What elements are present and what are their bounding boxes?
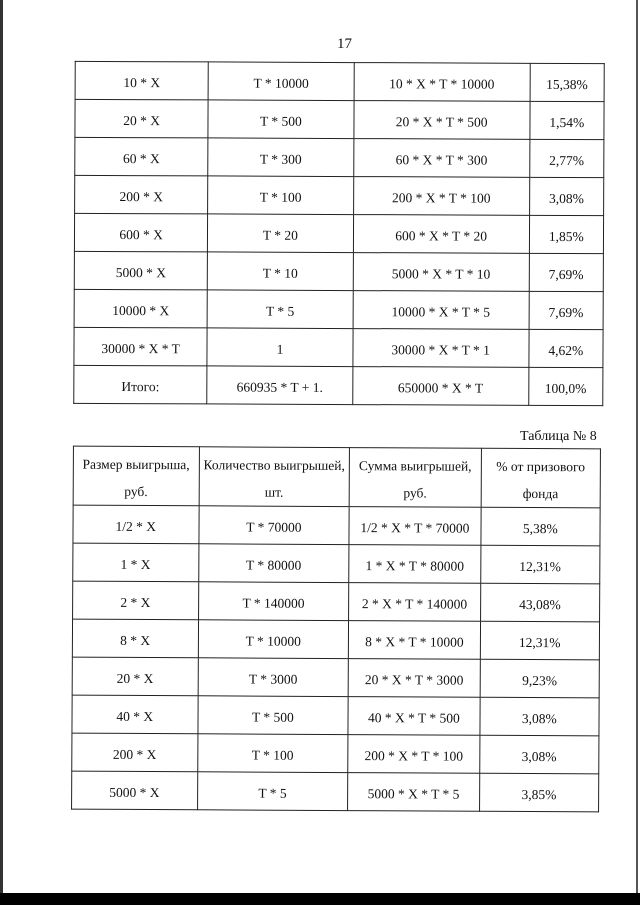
table-cell: 3,08%	[479, 735, 599, 774]
scan-edge-left	[0, 0, 3, 893]
table-cell: T * 3000	[198, 658, 349, 697]
table-cell: 10000 * X	[74, 289, 207, 328]
table-cell: T * 10	[207, 252, 353, 291]
table-cell: 200 * X * T * 100	[353, 177, 529, 216]
table-cell: 3,08%	[480, 697, 600, 736]
table-row	[72, 619, 599, 660]
table-cell: 7,69%	[529, 291, 604, 329]
table-cell: T * 70000	[198, 506, 349, 545]
table-cell: 20 * X	[72, 657, 198, 696]
table-cell: 5000 * X	[74, 251, 207, 290]
table-cell: 1	[207, 328, 353, 367]
table-row	[75, 175, 604, 215]
table-cell: 5,38%	[481, 507, 601, 546]
table-row	[72, 733, 599, 774]
table-cell: T * 5	[207, 290, 353, 329]
table-row	[74, 327, 603, 367]
table-cell: 1,85%	[529, 215, 604, 253]
table-cell: 600 * X	[74, 213, 207, 252]
table-cell: T * 100	[208, 176, 354, 215]
scan-bottom-bar	[0, 893, 640, 905]
table-cell: 60 * X	[75, 137, 208, 176]
table-cell: 10000 * X * T * 5	[353, 291, 529, 330]
table-cell: 200 * X	[72, 733, 198, 772]
table-cell: 3,08%	[529, 177, 604, 215]
table-cell: 4,62%	[529, 329, 604, 367]
table-cell: 20 * X * T * 500	[354, 101, 530, 140]
table-cell: 2 * X * T * 140000	[349, 583, 481, 622]
table-cell: 600 * X * T * 20	[353, 215, 529, 254]
scan-edge-right	[636, 0, 638, 893]
table-cell: 43,08%	[480, 583, 600, 622]
table-cell: T * 20	[208, 214, 354, 253]
header-cell: Сумма выигрышей, руб.	[349, 448, 481, 508]
table-cell: 2,77%	[529, 139, 604, 177]
table-cell: 200 * X * T * 100	[348, 735, 480, 774]
table-cell: 1/2 * X * T * 70000	[349, 507, 481, 546]
table-cell: 8 * X * T * 10000	[349, 621, 481, 660]
table-cell: 40 * X * T * 500	[348, 697, 480, 736]
table-row	[72, 771, 599, 812]
table-row	[74, 289, 603, 329]
page-number: 17	[337, 36, 352, 52]
table-row	[74, 251, 603, 291]
table-cell: 20 * X * T * 3000	[348, 659, 480, 698]
header-cell: Размер выигрыша, руб.	[73, 446, 199, 506]
table-cell: T * 300	[208, 138, 354, 177]
table-cell: 12,31%	[480, 545, 600, 584]
table-row	[75, 99, 604, 139]
table-row	[75, 61, 604, 101]
table-cell: 660935 * T + 1.	[207, 366, 353, 405]
table-cell: T * 500	[208, 100, 354, 139]
table-cell: 100,0%	[528, 367, 603, 405]
table-row	[72, 657, 599, 698]
table-cell: 20 * X	[75, 99, 208, 138]
table-row	[72, 695, 599, 736]
table-cell: 5000 * X * T * 10	[353, 253, 529, 292]
table-cell: 5000 * X	[72, 771, 198, 810]
table-cell: 200 * X	[75, 175, 208, 214]
table-cell: 3,85%	[479, 773, 599, 812]
table-cell: T * 80000	[198, 544, 349, 583]
prize-table-8	[71, 446, 601, 813]
table-row	[73, 543, 600, 584]
table-cell: 30000 * X * T * 1	[353, 329, 529, 368]
table-cell: 30000 * X * T	[74, 327, 207, 366]
table-cell: 60 * X * T * 300	[353, 139, 529, 178]
table-cell: 650000 * X * T	[352, 367, 528, 406]
table-cell: T * 100	[197, 734, 348, 773]
table-caption: Таблица № 8	[520, 429, 597, 444]
table-cell: 1,54%	[530, 101, 605, 139]
table-cell: 12,31%	[480, 621, 600, 660]
table-cell: T * 10000	[198, 620, 349, 659]
table-row	[73, 581, 600, 622]
table-cell: 15,38%	[530, 63, 605, 101]
table-row	[74, 213, 603, 253]
table-cell: 2 * X	[73, 581, 199, 620]
table-cell: 10 * X * T * 10000	[354, 63, 530, 102]
table-cell: 40 * X	[72, 695, 198, 734]
header-cell: % от призового фонда	[481, 448, 601, 508]
table-cell: T * 140000	[198, 582, 349, 621]
header-cell: Количество выигрышей, шт.	[199, 447, 350, 507]
table-cell: 8 * X	[72, 619, 198, 658]
table-row	[75, 137, 604, 177]
table-cell: 5000 * X * T * 5	[348, 773, 480, 812]
table-cell: T * 10000	[208, 62, 354, 101]
table-row	[73, 505, 600, 546]
table-header-row	[73, 446, 600, 508]
table-cell: 9,23%	[480, 659, 600, 698]
prize-table-continued	[73, 61, 604, 406]
table-cell: 1/2 * X	[73, 505, 199, 544]
table-cell: 10 * X	[75, 61, 208, 100]
table-cell: Итого:	[74, 365, 207, 404]
table-cell: 1 * X * T * 80000	[349, 545, 481, 584]
table-cell: 7,69%	[529, 253, 604, 291]
table-row	[74, 365, 603, 405]
table-cell: T * 500	[197, 696, 348, 735]
table-cell: 1 * X	[73, 543, 199, 582]
table-cell: T * 5	[197, 772, 348, 811]
